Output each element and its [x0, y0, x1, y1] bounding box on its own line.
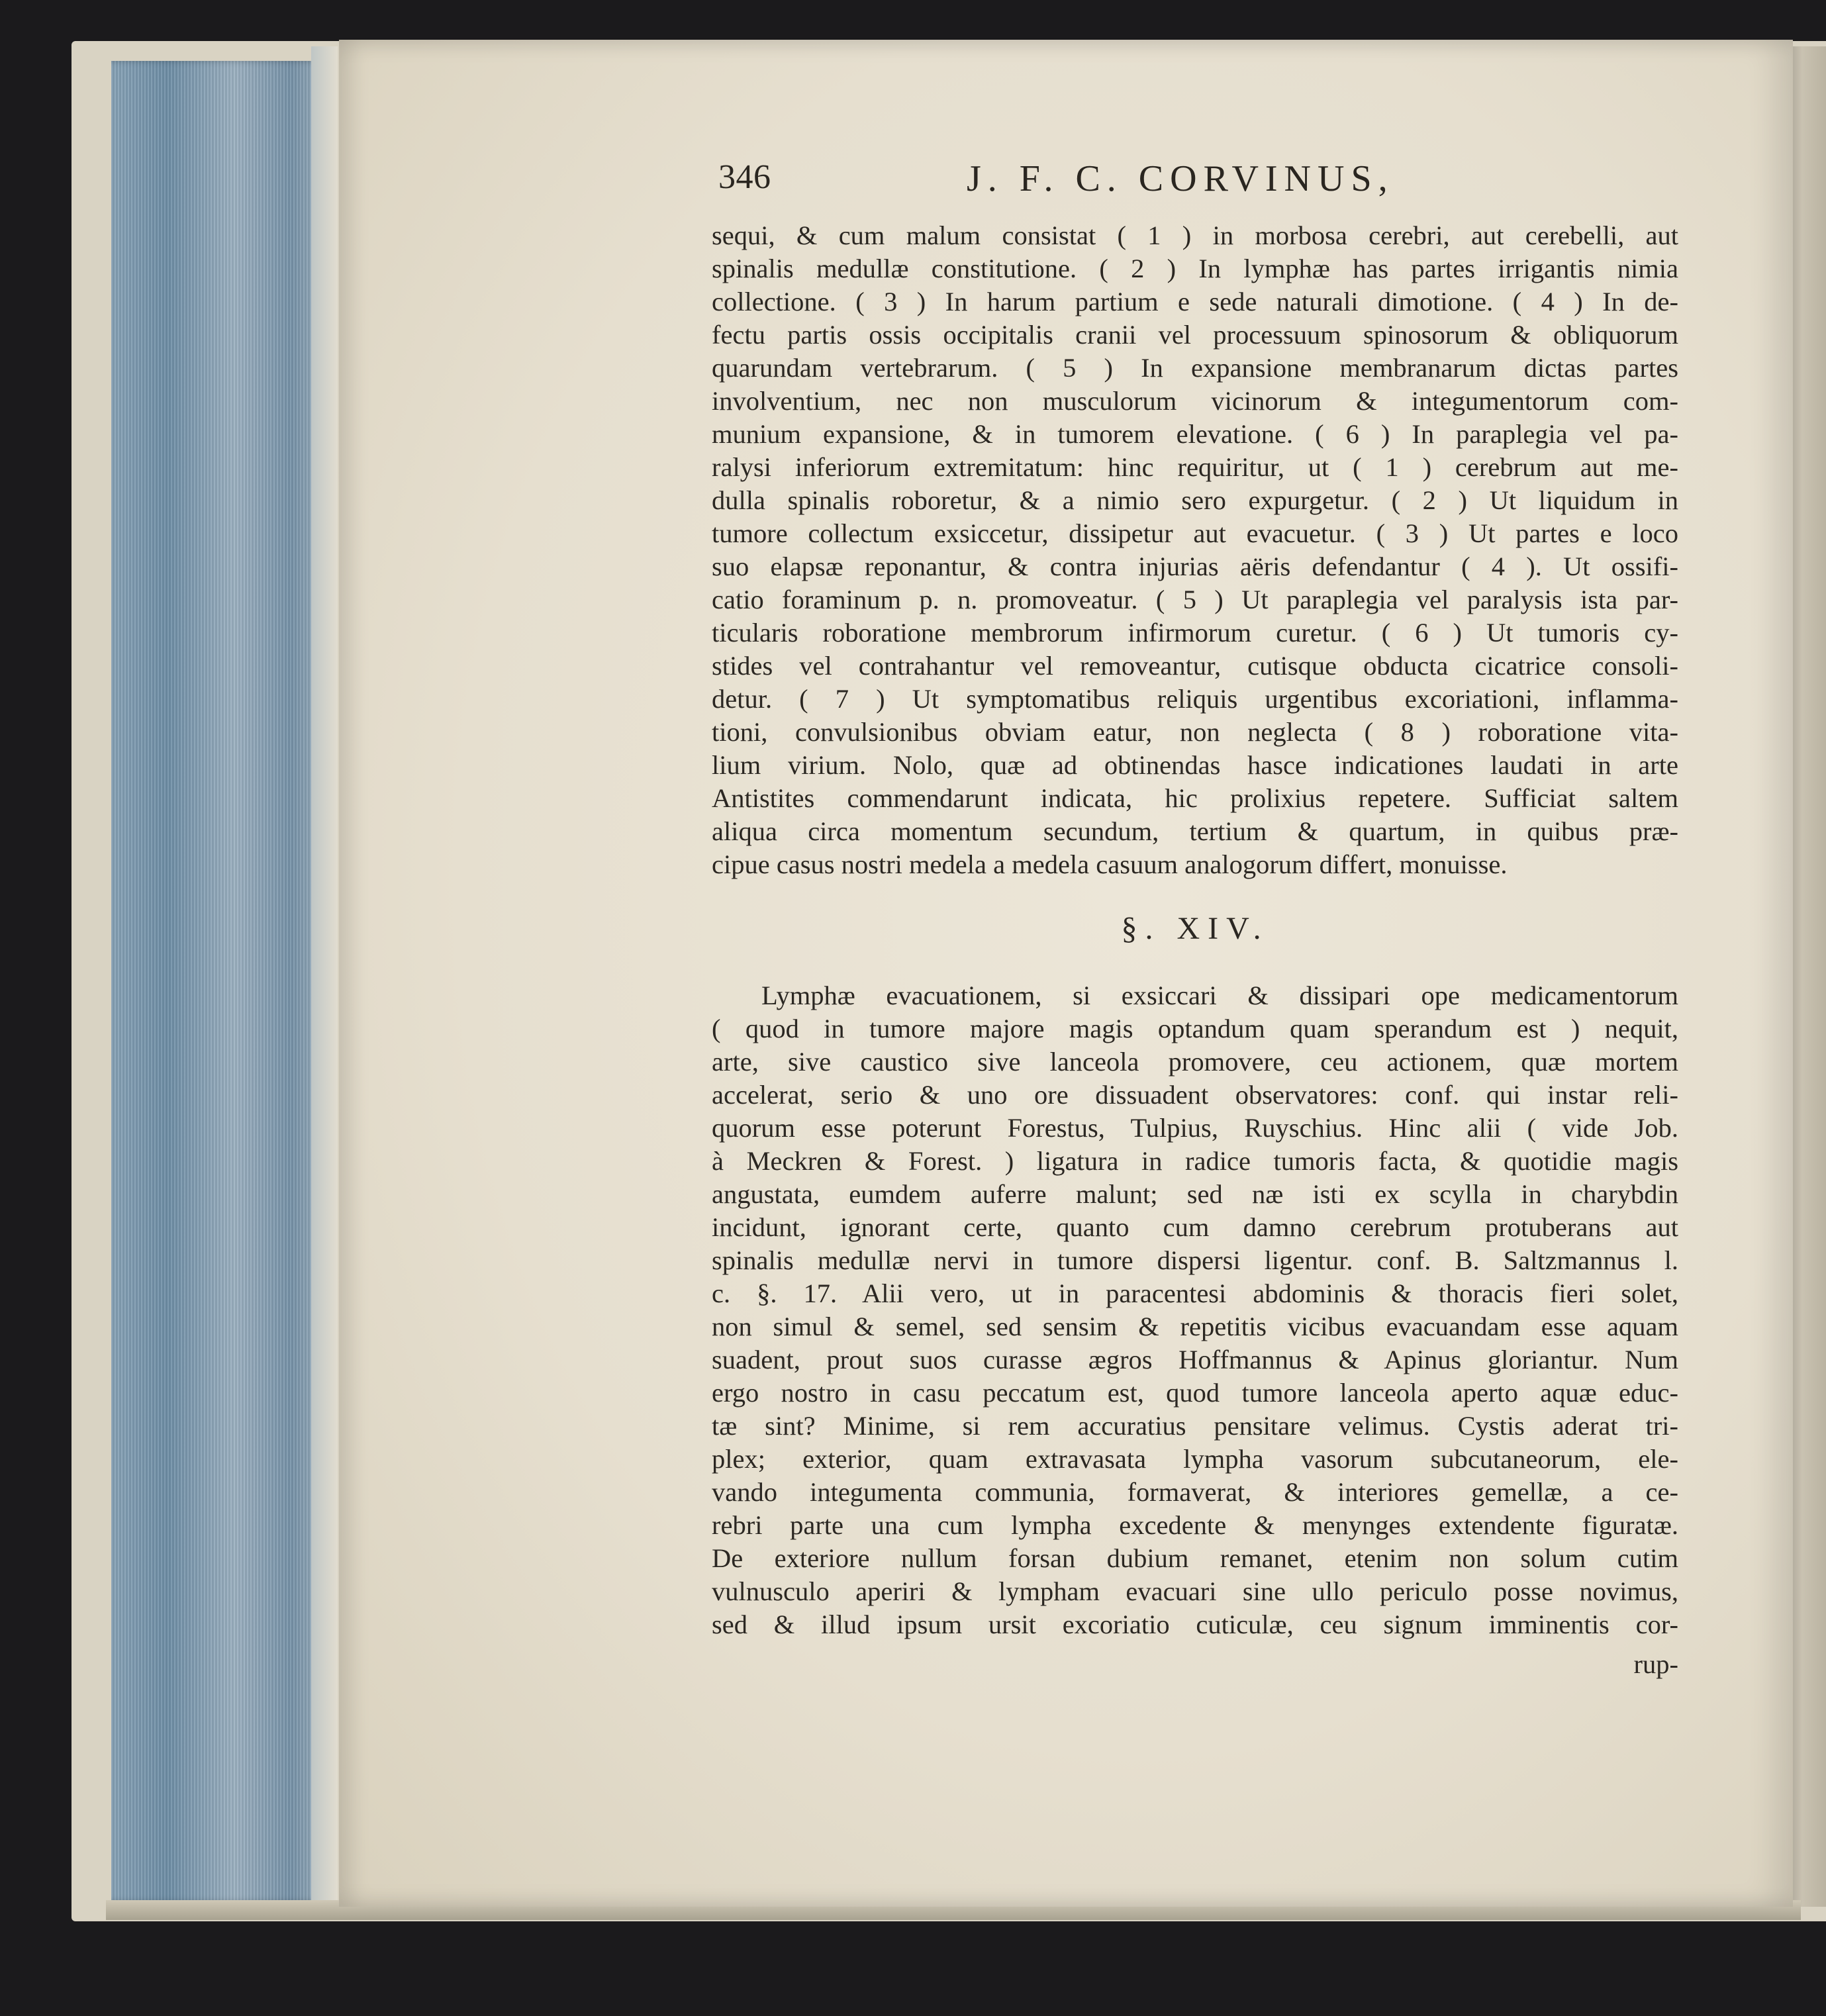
text-line: quarundam vertebrarum. ( 5 ) In expansione membranarum dictas partes [712, 353, 1678, 383]
text-line: dulla spinalis roboretur, & a nimio sero expurgetur. ( 2 ) Ut liquidum in [712, 485, 1678, 515]
text-line: cipue casus nostri medela a medela casuum analogorum differt, monuisse. [712, 849, 1508, 879]
text-line: munium expansione, & in tumorem elevatione. ( 6 ) In paraplegia vel pa- [712, 419, 1678, 449]
text-line: suo elapsæ reponantur, & contra injurias aëris defendantur ( 4 ). Ut ossifi- [712, 552, 1678, 581]
text-line: ergo nostro in casu peccatum est, quod tumore lanceola aperto aquæ educ- [712, 1378, 1678, 1408]
text-line: incidunt, ignorant certe, quanto cum damno cerebrum protuberans aut [712, 1212, 1678, 1242]
text-line: spinalis medullæ constitutione. ( 2 ) In lymphæ has partes irrigantis nimia [712, 254, 1678, 283]
text-line: ticularis roboratione membrorum infirmorum curetur. ( 6 ) Ut tumoris cy- [712, 618, 1678, 648]
text-line: aliqua circa momentum secundum, tertium & quartum, in quibus præ- [712, 816, 1678, 846]
text-line: tumore collectum exsiccetur, dissipetur aut evacuetur. ( 3 ) Ut partes e loco [712, 518, 1678, 548]
page-stack-edge [311, 46, 338, 1900]
text-line: angustata, eumdem auferre malunt; sed næ isti ex scylla in charybdin [712, 1179, 1678, 1209]
text-line: quorum esse poterunt Forestus, Tulpius, Ruyschius. Hinc alii ( vide Job. [712, 1113, 1678, 1143]
text-line: Antistites commendarunt indicata, hic prolixius repetere. Sufficiat saltem [712, 783, 1678, 813]
text-line: vando integumenta communia, formaverat, & interiores gemellæ, a ce- [712, 1477, 1678, 1507]
text-line: sed & illud ipsum ursit excoriatio cuticulæ, ceu signum imminentis cor- [712, 1609, 1678, 1639]
text-line: De exteriore nullum forsan dubium remanet, etenim non solum cutim [712, 1543, 1678, 1573]
text-line: Lymphæ evacuationem, si exsiccari & dissipari ope medicamentorum [761, 981, 1678, 1010]
text-line: c. §. 17. Alii vero, ut in paracentesi abdominis & thoracis fieri solet, [712, 1278, 1678, 1308]
text-line: detur. ( 7 ) Ut symptomatibus reliquis urgentibus excoriationi, inflamma- [712, 684, 1678, 714]
catchword: rup- [1633, 1649, 1678, 1679]
text-line: vulnusculo aperiri & lympham evacuari sine ullo periculo posse novimus, [712, 1576, 1678, 1606]
text-line: rebri parte una cum lympha excedente & menynges extendente figuratæ. [712, 1510, 1678, 1540]
text-line: plex; exterior, quam extravasata lympha vasorum subcutaneorum, ele- [712, 1444, 1678, 1474]
text-line: stides vel contrahantur vel removeantur, cutisque obducta cicatrice consoli- [712, 651, 1678, 681]
text-line: lium virium. Nolo, quæ ad obtinendas hasce indicationes laudati in arte [712, 750, 1678, 780]
text-line: catio foraminum p. n. promoveatur. ( 5 ) Ut paraplegia vel paralysis ista par- [712, 585, 1678, 614]
text-line: tæ sint? Minime, si rem accuratius pensitare velimus. Cystis aderat tri- [712, 1411, 1678, 1441]
text-line: spinalis medullæ nervi in tumore dispersi ligentur. conf. B. Saltzmannus l. [712, 1245, 1678, 1275]
text-line: sequi, & cum malum consistat ( 1 ) in morbosa cerebri, aut cerebelli, aut [712, 220, 1678, 250]
running-head: J. F. C. CORVINUS, [967, 158, 1394, 199]
text-line: accelerat, serio & uno ore dissuadent observatores: conf. qui instar reli- [712, 1080, 1678, 1110]
text-line: fectu partis ossis occipitalis cranii vel processuum spinosorum & obliquorum [712, 320, 1678, 350]
text-line: ( quod in tumore majore magis optandum quam sperandum est ) nequit, [712, 1014, 1678, 1043]
text-line: non simul & semel, sed sensim & repetitis vicibus evacuandam esse aquam [712, 1312, 1678, 1341]
section-heading: §. XIV. [1121, 911, 1269, 946]
text-line: suadent, prout suos curasse ægros Hoffmannus & Apinus gloriantur. Num [712, 1345, 1678, 1374]
text-line: arte, sive caustico sive lanceola promovere, ceu actionem, quæ mortem [712, 1047, 1678, 1077]
text-line: à Meckren & Forest. ) ligatura in radice tumoris facta, & quotidie magis [712, 1146, 1678, 1176]
page-number: 346 [718, 158, 771, 196]
book-fore-edge [111, 61, 336, 1901]
text-line: tioni, convulsionibus obviam eatur, non neglecta ( 8 ) roboratione vita- [712, 717, 1678, 747]
text-line: ralysi inferiorum extremitatum: hinc requiritur, ut ( 1 ) cerebrum aut me- [712, 452, 1678, 482]
text-line: collectione. ( 3 ) In harum partium e sede naturali dimotione. ( 4 ) In de- [712, 287, 1678, 316]
text-line: involventium, nec non musculorum vicinorum & integumentorum com- [712, 386, 1678, 416]
